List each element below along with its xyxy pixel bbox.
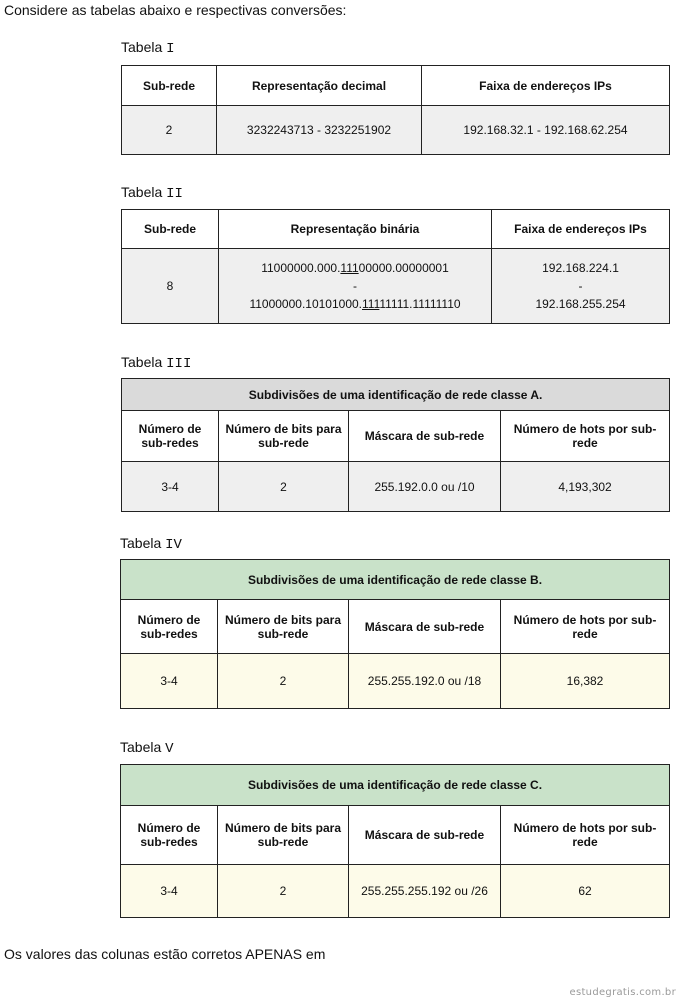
binary-end-prefix: 11000000.10101000. xyxy=(249,297,362,311)
table-3 xyxy=(121,378,670,512)
table-3-header: Máscara de sub-rede xyxy=(349,411,501,462)
table-4-header: Número de sub-redes xyxy=(121,600,218,654)
table-3-band-row xyxy=(122,379,670,411)
binary-start-prefix: 11000000.000. xyxy=(261,261,341,275)
watermark: estudegratis.com.br xyxy=(569,987,676,998)
table-2-header: Sub-rede xyxy=(122,210,219,249)
table-cell: 8 xyxy=(122,249,219,324)
table-cell: 2 xyxy=(122,106,217,155)
table-4-band-row xyxy=(121,560,670,600)
table-5-header: Número de bits para sub-rede xyxy=(218,806,349,865)
table-cell: 16,382 xyxy=(501,654,670,709)
table-2-caption xyxy=(121,184,183,202)
table-cell: 4,193,302 xyxy=(501,462,670,512)
closing-text: Os valores das colunas estão corretos APENAS em xyxy=(4,946,326,962)
table-5-header-row xyxy=(121,806,670,865)
table-cell: 3-4 xyxy=(121,865,218,918)
ip-range-cell xyxy=(492,249,670,324)
table-cell: 3-4 xyxy=(122,462,219,512)
table-3-header: Número de bits para sub-rede xyxy=(219,411,349,462)
table-1-roman: I xyxy=(166,41,175,57)
table-3-header-row xyxy=(122,411,670,462)
table-2-roman: II xyxy=(166,186,183,202)
ip-start: 192.168.224.1 xyxy=(542,261,619,275)
table-5-label: Tabela xyxy=(120,739,166,755)
binary-end-underlined: 111 xyxy=(362,297,380,311)
table-cell: 255.255.255.192 ou /26 xyxy=(349,865,501,918)
table-4-roman: IV xyxy=(165,537,182,553)
table-4-band: Subdivisões de uma identificação de rede classe B. xyxy=(121,560,670,600)
table-1-header: Sub-rede xyxy=(122,66,217,106)
table-row xyxy=(121,654,670,709)
ip-end: 192.168.255.254 xyxy=(535,297,626,311)
binary-start xyxy=(223,259,487,277)
table-row xyxy=(121,865,670,918)
table-5-roman: V xyxy=(165,741,174,757)
binary-dash: - xyxy=(353,279,357,293)
table-1-header-row xyxy=(122,66,670,106)
table-3-roman: III xyxy=(166,356,192,372)
table-cell: 255.255.192.0 ou /18 xyxy=(349,654,501,709)
table-row xyxy=(122,249,670,324)
table-4-header: Número de hots por sub-rede xyxy=(501,600,670,654)
table-2-label: Tabela xyxy=(121,184,167,200)
ip-dash: - xyxy=(578,279,583,293)
table-cell: 192.168.32.1 - 192.168.62.254 xyxy=(422,106,670,155)
table-cell: 3232243713 - 3232251902 xyxy=(217,106,422,155)
table-cell: 2 xyxy=(218,865,349,918)
table-5-header: Número de sub-redes xyxy=(121,806,218,865)
table-cell: 255.192.0.0 ou /10 xyxy=(349,462,501,512)
table-5-band-row xyxy=(121,765,670,806)
table-5-caption xyxy=(120,739,174,757)
table-2 xyxy=(121,209,670,324)
table-1-label: Tabela xyxy=(121,39,167,55)
table-cell: 62 xyxy=(501,865,670,918)
table-4-header-row xyxy=(121,600,670,654)
table-4-caption xyxy=(120,535,182,553)
table-4 xyxy=(120,559,670,709)
table-1-header: Faixa de endereços IPs xyxy=(422,66,670,106)
table-3-header: Número de sub-redes xyxy=(122,411,219,462)
binary-start-suffix: 00000.00000001 xyxy=(358,261,449,275)
binary-start-underlined: 111 xyxy=(340,261,359,275)
table-1 xyxy=(121,65,670,155)
table-2-header: Representação binária xyxy=(219,210,492,249)
table-1-caption xyxy=(121,39,175,57)
table-4-header: Número de bits para sub-rede xyxy=(218,600,349,654)
table-cell: 3-4 xyxy=(121,654,218,709)
table-cell: 2 xyxy=(218,654,349,709)
table-2-header-row xyxy=(122,210,670,249)
binary-end-suffix: 11111.11111110 xyxy=(379,297,461,311)
table-5-header: Máscara de sub-rede xyxy=(349,806,501,865)
table-row xyxy=(122,106,670,155)
table-5-band: Subdivisões de uma identificação de rede classe C. xyxy=(121,765,670,806)
binary-range-cell xyxy=(219,249,492,324)
table-1-header: Representação decimal xyxy=(217,66,422,106)
table-5 xyxy=(120,764,670,918)
table-cell: 2 xyxy=(219,462,349,512)
table-4-label: Tabela xyxy=(120,535,166,551)
binary-end xyxy=(223,295,487,313)
table-3-label: Tabela xyxy=(121,354,167,370)
table-5-header: Número de hots por sub-rede xyxy=(501,806,670,865)
table-3-caption xyxy=(121,354,191,372)
intro-text: Considere as tabelas abaixo e respectivas conversões: xyxy=(4,2,347,18)
table-row xyxy=(122,462,670,512)
table-2-header: Faixa de endereços IPs xyxy=(492,210,670,249)
table-4-header: Máscara de sub-rede xyxy=(349,600,501,654)
table-3-band: Subdivisões de uma identificação de rede classe A. xyxy=(122,379,670,411)
table-3-header: Número de hots por sub-rede xyxy=(501,411,670,462)
